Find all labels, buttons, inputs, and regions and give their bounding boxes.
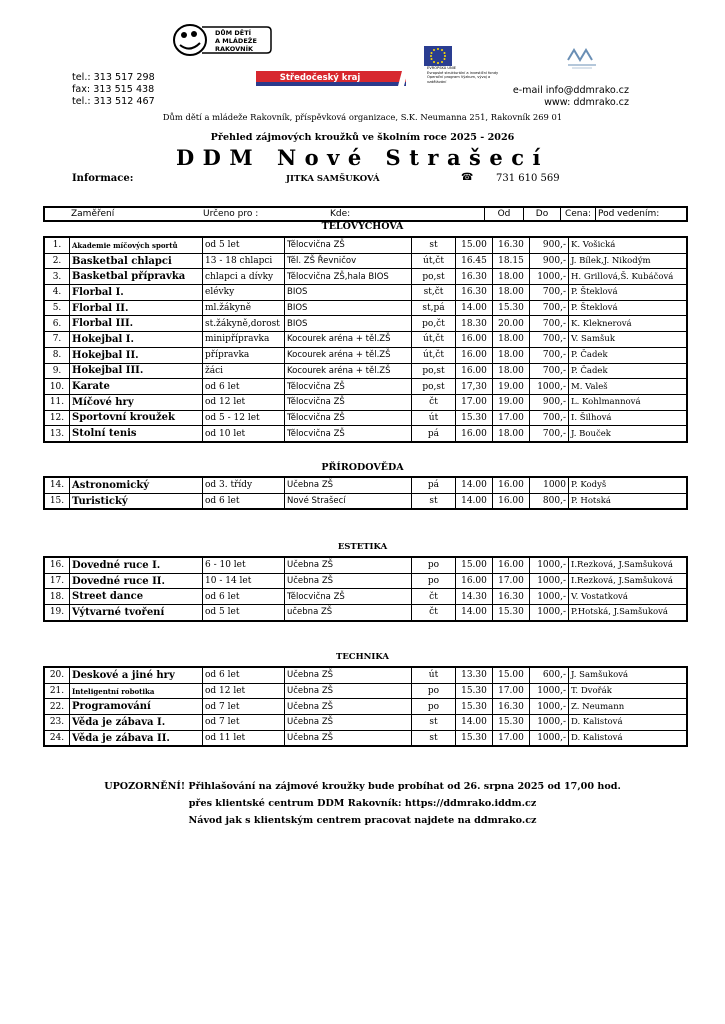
time-to: 16.30	[493, 699, 530, 715]
table-estetika	[43, 556, 688, 622]
course-name: Hokejbal III.	[70, 363, 203, 379]
instructor: P. Čadek	[569, 347, 688, 363]
info-name: JITKA SAMŠUKOVÁ	[286, 174, 380, 184]
row-number: 4.	[44, 285, 70, 301]
location: Tělocvična ZŠ	[285, 379, 412, 395]
instructor: V. Vostatková	[569, 589, 688, 605]
location: Učebna ZŠ	[285, 557, 412, 573]
table-row	[44, 573, 687, 589]
days: st	[412, 493, 456, 509]
course-name: Inteligentní robotika	[70, 683, 203, 699]
price: 1000,-	[530, 269, 569, 285]
instructor: K. Vošická	[569, 237, 688, 253]
location: Učebna ZŠ	[285, 667, 412, 683]
eu-text-line: Evropské strukturální a investiční fondy	[427, 70, 499, 75]
time-to: 18.00	[493, 332, 530, 348]
days: st	[412, 730, 456, 746]
age-group: od 5 let	[203, 605, 285, 621]
instructor: P. Čadek	[569, 363, 688, 379]
course-name: Karate	[70, 379, 203, 395]
col-vedeni: Pod vedením:	[598, 209, 660, 219]
location: BIOS	[285, 300, 412, 316]
ddm-logo-line3: RAKOVNÍK	[215, 45, 254, 53]
location: Kocourek aréna + těl.ZŠ	[285, 332, 412, 348]
contact-left	[72, 72, 155, 108]
time-from: 16.00	[456, 363, 493, 379]
location: Učebna ZŠ	[285, 699, 412, 715]
table-row	[44, 363, 687, 379]
col-do: Do	[524, 207, 561, 221]
time-from: 16.00	[456, 426, 493, 442]
price: 1000,-	[530, 379, 569, 395]
days: út	[412, 410, 456, 426]
time-from: 17,30	[456, 379, 493, 395]
price: 700,-	[530, 316, 569, 332]
row-number: 19.	[44, 605, 70, 621]
address: Dům dětí a mládeže Rakovník, příspěvková organizace, S.K. Neumanna 251, Rakovník 269 01	[162, 112, 563, 122]
row-number: 20.	[44, 667, 70, 683]
days: pá	[412, 477, 456, 493]
age-group: žáci	[203, 363, 285, 379]
price: 700,-	[530, 285, 569, 301]
age-group: od 12 let	[203, 394, 285, 410]
age-group: od 7 let	[203, 715, 285, 731]
section-technika: TECHNIKA	[336, 652, 389, 662]
time-from: 14.00	[456, 477, 493, 493]
time-from: 16.30	[456, 285, 493, 301]
location: Tělocvična ZŠ	[285, 237, 412, 253]
instructor: I.Rezková, J.Samšuková	[569, 557, 688, 573]
location: Tělocvična ZŠ	[285, 394, 412, 410]
tel1: tel.: 313 517 298	[72, 72, 155, 83]
time-from: 16.00	[456, 332, 493, 348]
time-from: 15.30	[456, 410, 493, 426]
time-from: 15.00	[456, 557, 493, 573]
price: 1000,-	[530, 605, 569, 621]
time-to: 18.00	[493, 426, 530, 442]
instructor: L. Kohlmannová	[569, 394, 688, 410]
time-from: 14.00	[456, 493, 493, 509]
subtitle: Přehled zájmových kroužků ve školním roce 2025 - 2026	[210, 132, 515, 143]
instructor: J. Bílek,J. Nikodým	[569, 253, 688, 269]
price: 1000,-	[530, 589, 569, 605]
price: 1000,-	[530, 573, 569, 589]
time-from: 16.00	[456, 573, 493, 589]
row-number: 8.	[44, 347, 70, 363]
days: st	[412, 715, 456, 731]
course-name: Míčové hry	[70, 394, 203, 410]
table-row	[44, 493, 687, 509]
ddm-logo	[172, 23, 272, 57]
instructor: P. Šteklová	[569, 285, 688, 301]
row-number: 3.	[44, 269, 70, 285]
time-from: 18.30	[456, 316, 493, 332]
fax: fax: 313 515 438	[72, 84, 155, 95]
location: učebna ZŠ	[285, 605, 412, 621]
notice-line3: Návod jak s klientským centrem pracovat najdete na ddmrako.cz	[188, 815, 537, 826]
age-group: 6 - 10 let	[203, 557, 285, 573]
age-group: minipřípravka	[203, 332, 285, 348]
price: 600,-	[530, 667, 569, 683]
time-to: 18.00	[493, 363, 530, 379]
kraj-text: Středočeský kraj	[279, 73, 361, 83]
time-from: 14.00	[456, 605, 493, 621]
time-to: 16.00	[493, 557, 530, 573]
col-od: Od	[485, 207, 524, 221]
table-row	[44, 316, 687, 332]
age-group: elévky	[203, 285, 285, 301]
eu-flag-icon	[424, 46, 452, 66]
time-to: 16.00	[493, 493, 530, 509]
instructor: V. Samšuk	[569, 332, 688, 348]
row-number: 1.	[44, 237, 70, 253]
time-from: 15.30	[456, 683, 493, 699]
row-number: 23.	[44, 715, 70, 731]
table-row	[44, 557, 687, 573]
time-to: 17.00	[493, 730, 530, 746]
age-group: od 3. třídy	[203, 477, 285, 493]
price: 700,-	[530, 300, 569, 316]
course-name: Dovedné ruce I.	[70, 557, 203, 573]
price: 700,-	[530, 347, 569, 363]
table-row	[44, 347, 687, 363]
age-group: od 5 - 12 let	[203, 410, 285, 426]
age-group: od 12 let	[203, 683, 285, 699]
time-to: 15.30	[493, 300, 530, 316]
time-from: 13.30	[456, 667, 493, 683]
course-name: Věda je zábava I.	[70, 715, 203, 731]
table-row	[44, 715, 687, 731]
course-name: Florbal I.	[70, 285, 203, 301]
age-group: st.žákyně,dorost	[203, 316, 285, 332]
time-from: 16.45	[456, 253, 493, 269]
age-group: od 6 let	[203, 667, 285, 683]
days: po	[412, 683, 456, 699]
price: 1000	[530, 477, 569, 493]
days: út,čt	[412, 332, 456, 348]
row-number: 2.	[44, 253, 70, 269]
col-urceno: Určeno pro :	[203, 209, 259, 219]
row-number: 7.	[44, 332, 70, 348]
days: st,pá	[412, 300, 456, 316]
table-row	[44, 285, 687, 301]
time-from: 16.00	[456, 347, 493, 363]
age-group: od 5 let	[203, 237, 285, 253]
location: Kocourek aréna + těl.ZŠ	[285, 363, 412, 379]
location: Učebna ZŠ	[285, 730, 412, 746]
instructor: Z. Neumann	[569, 699, 688, 715]
table-row	[44, 237, 687, 253]
table-row	[44, 410, 687, 426]
instructor: H. Grillová,Š. Kubáčová	[569, 269, 688, 285]
price: 700,-	[530, 332, 569, 348]
course-name: Věda je zábava II.	[70, 730, 203, 746]
time-to: 15.30	[493, 605, 530, 621]
time-to: 18.00	[493, 347, 530, 363]
table-row	[44, 730, 687, 746]
course-name: Street dance	[70, 589, 203, 605]
info-label: Informace:	[72, 173, 134, 184]
location: BIOS	[285, 285, 412, 301]
section-estetika: ESTETIKA	[337, 542, 388, 552]
course-name: Akademie míčových sportů	[70, 237, 203, 253]
table-row	[44, 605, 687, 621]
course-name: Programování	[70, 699, 203, 715]
table-technika	[43, 666, 688, 747]
time-from: 14.30	[456, 589, 493, 605]
row-number: 5.	[44, 300, 70, 316]
price: 900,-	[530, 394, 569, 410]
table-prirodoveda	[43, 476, 688, 510]
phone-icon: ☎	[461, 172, 474, 183]
ddm-logo-line2: A MLÁDEŽE	[215, 37, 257, 45]
time-from: 15.30	[456, 730, 493, 746]
days: čt	[412, 589, 456, 605]
instructor: D. Kalistová	[569, 730, 688, 746]
time-from: 14.00	[456, 300, 493, 316]
price: 700,-	[530, 363, 569, 379]
price: 1000,-	[530, 730, 569, 746]
row-number: 17.	[44, 573, 70, 589]
days: po	[412, 573, 456, 589]
row-number: 18.	[44, 589, 70, 605]
location: Tělocvična ZŠ	[285, 426, 412, 442]
table-row	[44, 477, 687, 493]
days: po,st	[412, 363, 456, 379]
days: út	[412, 667, 456, 683]
course-name: Basketbal chlapci	[70, 253, 203, 269]
row-number: 14.	[44, 477, 70, 493]
email[interactable]: e-mail info@ddmrako.cz	[512, 85, 629, 96]
location: Tělocvična ZŠ	[285, 410, 412, 426]
time-from: 15.30	[456, 699, 493, 715]
instructor: P. Šteklová	[569, 300, 688, 316]
course-name: Florbal III.	[70, 316, 203, 332]
time-to: 19.00	[493, 394, 530, 410]
time-from: 17.00	[456, 394, 493, 410]
price: 800,-	[530, 493, 569, 509]
age-group: od 6 let	[203, 493, 285, 509]
price: 700,-	[530, 426, 569, 442]
row-number: 15.	[44, 493, 70, 509]
instructor: P. Hotská	[569, 493, 688, 509]
days: st,čt	[412, 285, 456, 301]
table-row	[44, 683, 687, 699]
location: Učebna ZŠ	[285, 573, 412, 589]
contact-right	[513, 85, 629, 109]
days: po,st	[412, 379, 456, 395]
stredocesky-kraj-logo	[256, 71, 408, 87]
tel2: tel.: 313 512 467	[72, 96, 155, 107]
instructor: P.Hotská, J.Samšuková	[569, 605, 688, 621]
course-name: Hokejbal I.	[70, 332, 203, 348]
time-to: 15.30	[493, 715, 530, 731]
age-group: od 11 let	[203, 730, 285, 746]
info-phone: 731 610 569	[496, 173, 560, 184]
section-telovychova: TĚLOVÝCHOVA	[321, 221, 404, 232]
instructor: I. Šilhová	[569, 410, 688, 426]
location: Kocourek aréna + těl.ZŠ	[285, 347, 412, 363]
page-title: DDM Nové Strašecí	[175, 145, 550, 170]
instructor: M. Valeš	[569, 379, 688, 395]
price: 1000,-	[530, 699, 569, 715]
price: 900,-	[530, 237, 569, 253]
days: čt	[412, 394, 456, 410]
course-name: Dovedné ruce II.	[70, 573, 203, 589]
row-number: 22.	[44, 699, 70, 715]
table-row	[44, 667, 687, 683]
days: po,čt	[412, 316, 456, 332]
msmt-logo	[564, 46, 600, 70]
instructor: D. Kalistová	[569, 715, 688, 731]
location: Učebna ZŠ	[285, 715, 412, 731]
instructor: J. Samšuková	[569, 667, 688, 683]
course-name: Sportovní kroužek	[70, 410, 203, 426]
time-to: 18.15	[493, 253, 530, 269]
eu-text-line: Operační program Výzkum, vývoj a vzdělávání	[427, 75, 491, 84]
instructor: K. Kleknerová	[569, 316, 688, 332]
age-group: přípravka	[203, 347, 285, 363]
time-to: 20.00	[493, 316, 530, 332]
time-to: 17.00	[493, 683, 530, 699]
age-group: od 6 let	[203, 589, 285, 605]
location: BIOS	[285, 316, 412, 332]
course-name: Turistický	[70, 493, 203, 509]
table-row	[44, 699, 687, 715]
notice-line1: UPOZORNĚNÍ! Přihlašování na zájmové kroužky bude probíhat od 26. srpna 2025 od 17,00 hod.	[104, 781, 621, 792]
time-to: 17.00	[493, 410, 530, 426]
age-group: 10 - 14 let	[203, 573, 285, 589]
time-from: 14.00	[456, 715, 493, 731]
age-group: ml.žákyně	[203, 300, 285, 316]
course-name: Výtvarné tvoření	[70, 605, 203, 621]
time-to: 16.30	[493, 237, 530, 253]
table-row	[44, 379, 687, 395]
table-row	[44, 300, 687, 316]
time-to: 18.00	[493, 269, 530, 285]
table-row	[44, 426, 687, 442]
web[interactable]: www: ddmrako.cz	[544, 97, 629, 108]
location: Těl. ZŠ Řevničov	[285, 253, 412, 269]
course-name: Astronomický	[70, 477, 203, 493]
course-name: Hokejbal II.	[70, 347, 203, 363]
notice-line2: přes klientské centrum DDM Rakovník: https://ddmrako.iddm.cz	[188, 798, 537, 809]
age-group: od 10 let	[203, 426, 285, 442]
days: út,čt	[412, 347, 456, 363]
instructor: T. Dvořák	[569, 683, 688, 699]
course-name: Deskové a jiné hry	[70, 667, 203, 683]
column-header-row	[43, 206, 688, 222]
course-name: Stolní tenis	[70, 426, 203, 442]
days: st	[412, 237, 456, 253]
age-group: 13 - 18 chlapci	[203, 253, 285, 269]
days: po	[412, 699, 456, 715]
days: po	[412, 557, 456, 573]
instructor: J. Bouček	[569, 426, 688, 442]
location: Tělocvična ZŠ	[285, 589, 412, 605]
table-row	[44, 332, 687, 348]
eu-text	[427, 66, 503, 84]
location: Tělocvična ZŠ,hala BIOS	[285, 269, 412, 285]
instructor: I.Rezková, J.Samšuková	[569, 573, 688, 589]
price: 900,-	[530, 253, 569, 269]
price: 1000,-	[530, 557, 569, 573]
row-number: 16.	[44, 557, 70, 573]
row-number: 6.	[44, 316, 70, 332]
days: pá	[412, 426, 456, 442]
days: čt	[412, 605, 456, 621]
location: Učebna ZŠ	[285, 477, 412, 493]
time-to: 19.00	[493, 379, 530, 395]
section-prirodoveda: PŘÍRODOVĚDA	[321, 462, 404, 473]
row-number: 24.	[44, 730, 70, 746]
price: 1000,-	[530, 715, 569, 731]
col-cena: Cena:	[561, 207, 596, 221]
instructor: P. Kodyš	[569, 477, 688, 493]
row-number: 9.	[44, 363, 70, 379]
table-telovychova	[43, 236, 688, 443]
eu-logo	[424, 46, 534, 84]
ddm-logo-line1: DŮM DĚTÍ	[215, 29, 252, 37]
time-to: 16.30	[493, 589, 530, 605]
course-name: Florbal II.	[70, 300, 203, 316]
age-group: chlapci a dívky	[203, 269, 285, 285]
row-number: 21.	[44, 683, 70, 699]
time-to: 15.00	[493, 667, 530, 683]
col-kde: Kde:	[275, 207, 485, 221]
price: 1000,-	[530, 683, 569, 699]
days: po,st	[412, 269, 456, 285]
age-group: od 6 let	[203, 379, 285, 395]
col-zamereni: Zaměření	[71, 209, 115, 219]
table-row	[44, 394, 687, 410]
course-name: Basketbal přípravka	[70, 269, 203, 285]
time-to: 17.00	[493, 573, 530, 589]
row-number: 11.	[44, 394, 70, 410]
location: Nové Strašecí	[285, 493, 412, 509]
table-row	[44, 253, 687, 269]
time-to: 16.00	[493, 477, 530, 493]
row-number: 13.	[44, 426, 70, 442]
row-number: 10.	[44, 379, 70, 395]
location: Učebna ZŠ	[285, 683, 412, 699]
time-from: 15.00	[456, 237, 493, 253]
age-group: od 7 let	[203, 699, 285, 715]
time-to: 18.00	[493, 285, 530, 301]
row-number: 12.	[44, 410, 70, 426]
days: út,čt	[412, 253, 456, 269]
table-row	[44, 589, 687, 605]
time-from: 16.30	[456, 269, 493, 285]
eu-text-line: EVROPSKÁ UNIE	[427, 66, 457, 70]
table-row	[44, 269, 687, 285]
price: 700,-	[530, 410, 569, 426]
